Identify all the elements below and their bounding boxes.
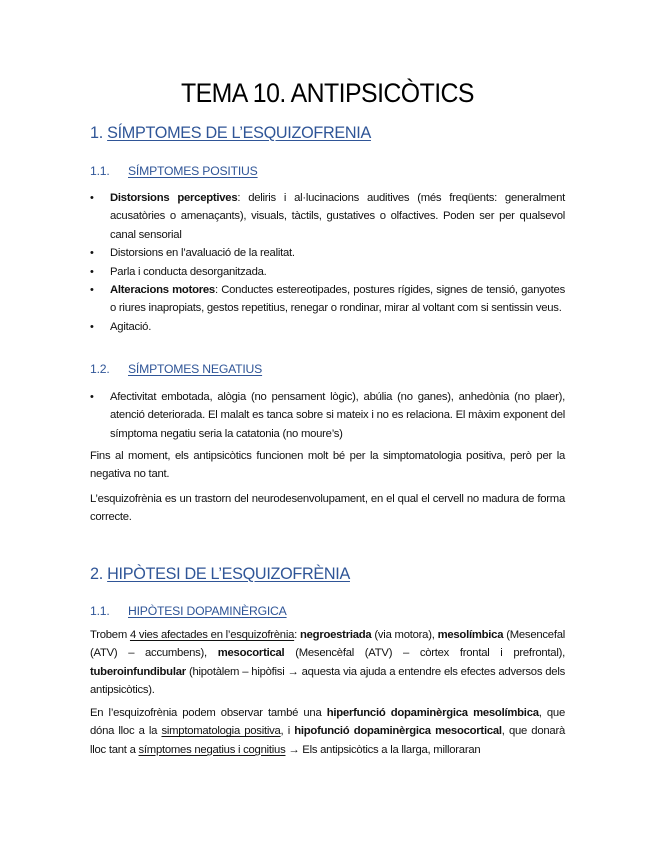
list-item: • Afectivitat embotada, alògia (no pensament lògic), abúlia (no ganes), anhedònia (no plaer), atenció deteriorada. El malalt es tanca sobre si mateix i no es relaciona. El màxim exponent del símptoma negatiu seria la catatonia (no moure’s)	[90, 388, 565, 443]
bullet-icon: •	[90, 320, 94, 333]
page-title: TEMA 10. ANTIPSICÒTICS	[181, 78, 474, 108]
section-1-heading	[90, 124, 371, 143]
subsection-1-1-title: SÍMPTOMES POSITIUS	[128, 164, 258, 178]
subsection-1-2-heading	[90, 362, 262, 376]
subsection-1-2-title: SÍMPTOMES NEGATIUS	[128, 362, 263, 376]
subsection-2-1-heading	[90, 604, 287, 618]
list-item: • Distorsions en l’avaluació de la realitat.	[90, 244, 565, 262]
section-2-title: HIPÒTESI DE L’ESQUIZOFRÈNIA	[107, 565, 350, 583]
negative-symptoms-list	[90, 388, 565, 443]
bullet-icon: •	[90, 247, 94, 260]
bullet-icon: •	[90, 284, 94, 297]
section-2-heading	[90, 565, 350, 584]
positive-symptoms-list	[90, 189, 565, 336]
list-item: • Distorsions perceptives: deliris i al·lucinacions auditives (més freqüents: generalment acusatòries o amenaçants), visuals, tàctils, gustatives o olfactives. Poden ser per qualsevol canal sensorial	[90, 189, 565, 244]
paragraph: En l’esquizofrènia podem observar també una hiperfunció dopaminèrgica mesolímbica, que dóna lloc a la simptomatologia positiva, i hipofunció dopaminèrgica mesocortical, que donarà lloc tant a símptomes negatius i cognitius → Els antipsicòtics a la llarga, milloraran	[90, 707, 565, 756]
bullet-icon: •	[90, 192, 94, 204]
list-item: • Parla i conducta desorganitzada.	[90, 263, 565, 281]
paragraph: Fins al moment, els antipsicòtics funcionen molt bé per la simptomatologia positiva, però per la negativa no tant.	[90, 450, 565, 481]
subsection-2-1-title: HIPÒTESI DOPAMINÈRGICA	[128, 604, 287, 618]
section-1-number: 1.	[90, 124, 103, 142]
paragraph: Trobem 4 vies afectades en l’esquizofrènia: negroestriada (via motora), mesolímbica (Mesencefal (ATV) – accumbens), mesocortical (Mesencèfal (ATV) – còrtex frontal i prefrontal), tuberoinfundibular (hipotàlem – hipòfisi → aquesta via ajuda a entendre els efectes adversos dels antipsicòtics).	[90, 629, 565, 697]
subsection-1-2-number: 1.2.	[90, 362, 110, 376]
list-item: • Agitació.	[90, 318, 565, 336]
subsection-1-1-number: 1.1.	[90, 164, 110, 178]
section-1-title: SÍMPTOMES DE L’ESQUIZOFRENIA	[107, 124, 371, 142]
section-2-number: 2.	[90, 565, 103, 583]
subsection-1-1-heading	[90, 164, 258, 178]
subsection-2-1-number: 1.1.	[90, 604, 110, 618]
bullet-icon: •	[90, 391, 94, 403]
list-item: • Alteracions motores: Conductes estereotipades, postures rígides, signes de tensió, ganyotes o riures inapropiats, gestos repetitius, renegar o rondinar, mirar al voltant com si sentissin veus.	[90, 281, 565, 318]
paragraph: L’esquizofrènia es un trastorn del neurodesenvolupament, en el qual el cervell no madura de forma correcte.	[90, 493, 565, 524]
bullet-icon: •	[90, 265, 94, 278]
